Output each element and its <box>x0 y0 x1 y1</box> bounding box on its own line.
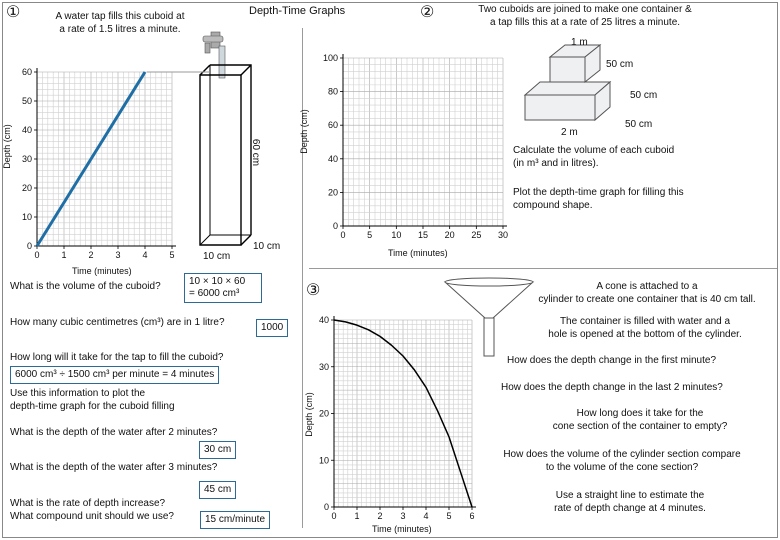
y-tick-label: 10 <box>318 455 329 466</box>
cuboid-width-label: 10 cm <box>203 251 231 262</box>
page-title: Depth-Time Graphs <box>249 5 346 17</box>
graph-3-xlabel: Time (minutes) <box>372 524 432 534</box>
cuboid-height-label: 60 cm <box>250 138 262 167</box>
x-tick-label: 2 <box>377 511 383 521</box>
x-tick-label: 4 <box>142 250 148 260</box>
section-1-intro: A water tap fills this cuboid at a rate of 1.5 litres a minute. <box>55 11 185 35</box>
x-tick-label: 1 <box>61 250 67 260</box>
tap-icon <box>203 32 225 78</box>
y-tick-label: 60 <box>327 120 338 131</box>
graph-2-xlabel: Time (minutes) <box>388 248 448 258</box>
x-tick-label: 5 <box>169 250 175 260</box>
section-3-q4: How does the volume of the cylinder section compare to the volume of the cone section? <box>503 449 741 473</box>
y-tick-label: 100 <box>322 53 338 63</box>
section-3-q5: Use a straight line to estimate the rate of depth change at 4 minutes. <box>554 490 706 514</box>
question-volume: What is the volume of the cuboid? <box>10 281 161 292</box>
y-tick-label: 40 <box>327 153 338 164</box>
instruction-plot: Use this information to plot the depth-time graph for the cuboid filling <box>10 388 175 412</box>
graph-2-ylabel: Depth (cm) <box>298 109 309 154</box>
section-2-number: ② <box>420 4 435 21</box>
section-3-q2: How does the depth change in the last 2 minutes? <box>501 382 723 393</box>
x-tick-label: 1 <box>354 511 360 521</box>
dim-bottom-height: 50 cm <box>630 90 658 101</box>
y-tick-label: 60 <box>21 67 32 77</box>
graph-3-ylabel: Depth (cm) <box>303 392 314 437</box>
x-tick-label: 3 <box>400 511 406 521</box>
x-tick-label: 0 <box>34 250 40 260</box>
graph-1-cuboid-fill <box>22 67 176 260</box>
section-1-number: ① <box>6 4 21 21</box>
graph-1-xlabel: Time (minutes) <box>72 266 132 276</box>
dim-top-depth: 50 cm <box>606 59 634 70</box>
y-tick-label: 10 <box>21 212 32 222</box>
x-tick-label: 0 <box>340 230 346 240</box>
x-tick-label: 10 <box>391 230 402 240</box>
answer-depth-2min: 30 cm <box>199 441 236 459</box>
y-tick-label: 0 <box>332 221 338 231</box>
answer-volume: 10 × 10 × 60 = 6000 cm³ <box>184 273 262 303</box>
x-tick-label: 3 <box>115 250 121 260</box>
answer-cm3-per-litre: 1000 <box>256 319 288 337</box>
answer-rate: 15 cm/minute <box>200 511 270 529</box>
section-3-number: ③ <box>306 282 321 299</box>
cuboid-depth-label: 10 cm <box>253 241 281 252</box>
dim-bottom-width: 2 m <box>561 127 578 138</box>
y-tick-label: 40 <box>318 315 329 325</box>
y-tick-label: 20 <box>318 408 329 419</box>
y-tick-label: 50 <box>21 96 32 106</box>
question-cm3-per-litre: How many cubic centimetres (cm³) are in 1 litre? <box>10 317 225 328</box>
graph-1-ylabel: Depth (cm) <box>1 124 12 169</box>
graph-3-container-empty <box>319 315 476 521</box>
x-tick-label: 5 <box>367 230 373 240</box>
graph-2-compound-fill <box>323 53 508 240</box>
tall-cuboid <box>200 65 251 245</box>
compound-cuboid <box>525 45 610 120</box>
answer-depth-3min: 45 cm <box>199 481 236 499</box>
section-2-task-volume: Calculate the volume of each cuboid (in m³ and in litres). <box>513 145 675 169</box>
question-rate: What is the rate of depth increase? What compound unit should we use? <box>10 498 174 522</box>
section-3-q1: How does the depth change in the first minute? <box>507 355 717 366</box>
y-tick-label: 20 <box>327 187 338 198</box>
question-depth-2min: What is the depth of the water after 2 minutes? <box>10 427 218 438</box>
answer-fill-time: 6000 cm³ ÷ 1500 cm³ per minute = 4 minutes <box>10 366 219 384</box>
section-2-task-plot: Plot the depth-time graph for filling this compound shape. <box>513 187 684 211</box>
x-tick-label: 6 <box>469 511 475 521</box>
y-tick-label: 40 <box>21 125 32 135</box>
x-tick-label: 0 <box>331 511 337 521</box>
dim-bottom-depth: 50 cm <box>625 119 653 130</box>
x-tick-label: 4 <box>423 511 429 521</box>
question-fill-time: How long will it take for the tap to fill the cuboid? <box>10 352 224 363</box>
x-tick-label: 30 <box>497 230 509 240</box>
x-tick-label: 2 <box>88 250 94 260</box>
dim-top-width: 1 m <box>571 37 588 48</box>
section-3-intro: A cone is attached to a cylinder to create one container that is 40 cm tall. <box>538 281 756 305</box>
y-tick-label: 20 <box>21 183 32 193</box>
y-tick-label: 0 <box>26 241 32 251</box>
y-tick-label: 30 <box>21 154 32 164</box>
x-tick-label: 20 <box>444 230 455 240</box>
section-3-q3: How long does it take for the cone section of the container to empty? <box>552 408 728 432</box>
x-tick-label: 5 <box>446 511 452 521</box>
section-2-intro: Two cuboids are joined to make one container & a tap fills this at a rate of 25 litres a minute. <box>478 4 692 28</box>
question-depth-3min: What is the depth of the water after 3 minutes? <box>10 462 218 473</box>
x-tick-label: 25 <box>471 230 482 240</box>
section-3-info: The container is filled with water and a hole is opened at the bottom of the cylinder. <box>548 316 742 340</box>
x-tick-label: 15 <box>417 230 429 240</box>
y-tick-label: 0 <box>323 502 329 512</box>
y-tick-label: 30 <box>318 361 329 372</box>
y-tick-label: 80 <box>327 86 338 97</box>
